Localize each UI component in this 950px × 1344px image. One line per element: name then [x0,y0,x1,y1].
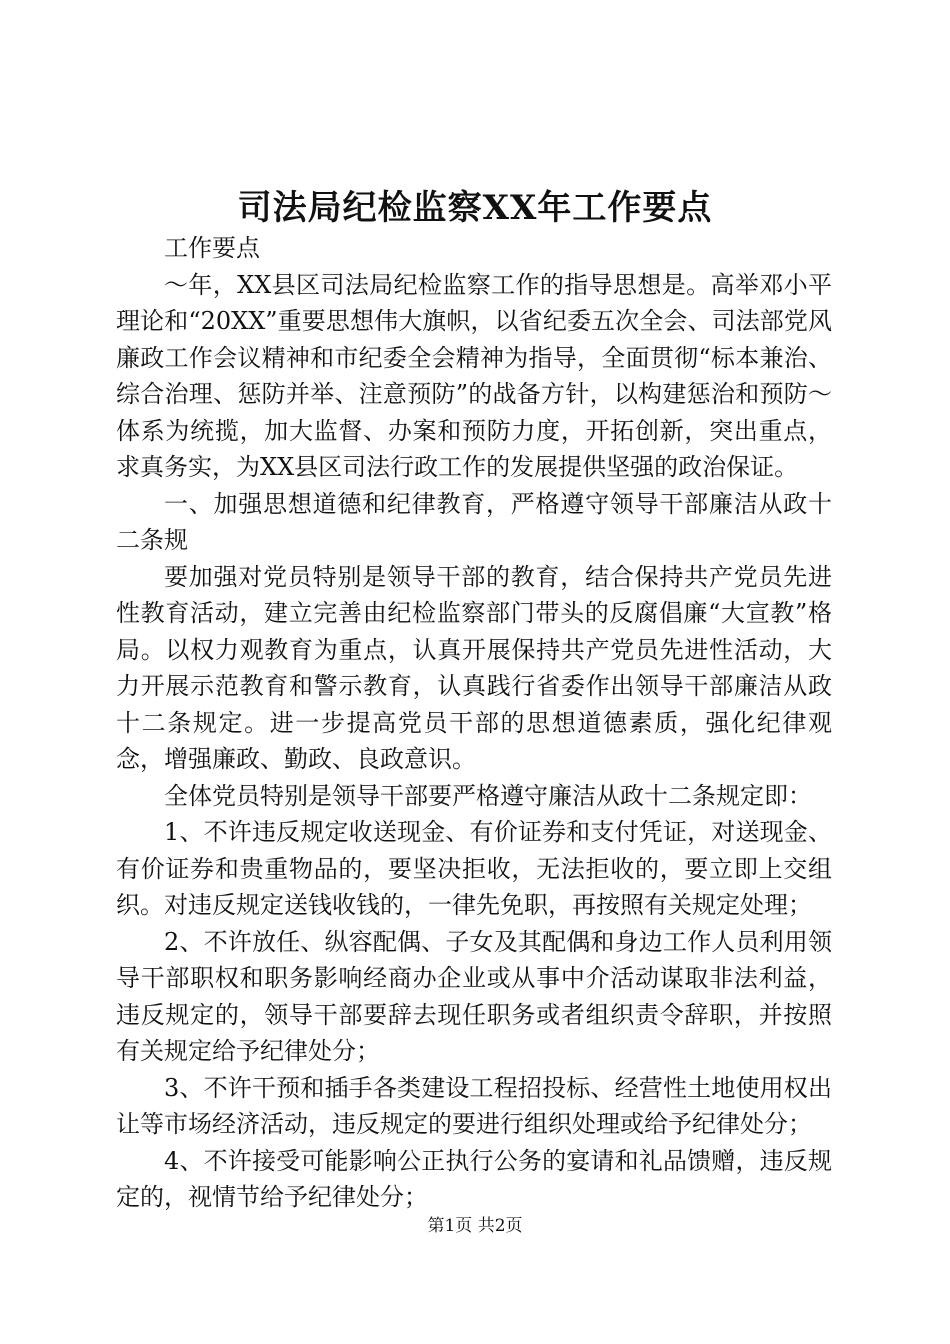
rule-item-2: 2、不许放任、纵容配偶、子女及其配偶和身边工作人员利用领导干部职权和职务影响经商办企业或从事中介活动谋取非法利益，违反规定的，领导干部要辞去现任职务或者组织责令辞职，并按照有关规定给予纪律处分； [116,927,832,1065]
rule-item-3: 3、不许干预和插手各类建设工程招投标、经营性土地使用权出让等市场经济活动，违反规定的要进行组织处理或给予纪律处分； [116,1073,832,1138]
paragraph-education: 要加强对党员特别是领导干部的教育，结合保持共产党员先进性教育活动，建立完善由纪检监察部门带头的反腐倡廉“大宣教”格局。以权力观教育为重点，认真开展保持共产党员先进性活动，大力开展示范教育和警示教育，认真践行省委作出领导干部廉洁从政十二条规定。进一步提高党员干部的思想道德素质，强化纪律观念，增强廉政、勤政、良政意识。 [116,562,832,773]
page-footer: 第1页 共2页 [427,1216,523,1236]
section-heading-1: 一、加强思想道德和纪律教育，严格遵守领导干部廉洁从政十二条规 [116,489,832,554]
document-title: 司法局纪检监察XX年工作要点 [237,188,713,228]
paragraph-subtitle: 工作要点 [164,234,260,262]
paragraph-rules-intro: 全体党员特别是领导干部要严格遵守廉洁从政十二条规定即： [164,781,812,810]
document-body [116,230,832,1216]
rule-item-1: 1、不许违反规定收送现金、有价证券和支付凭证，对送现金、有价证券和贵重物品的，要坚决拒收，无法拒收的，要立即上交组织。对违反规定送钱收钱的，一律先免职，再按照有关规定处理； [116,818,832,919]
rule-item-4: 4、不许接受可能影响公正执行公务的宴请和礼品馈赠，违反规定的，视情节给予纪律处分； [116,1146,832,1211]
paragraph-guiding-thought: ～年，XX县区司法局纪检监察工作的指导思想是。高举邓小平理论和“20XX”重要思想伟大旗帜，以省纪委五次全会、司法部党风廉政工作会议精神和市纪委全会精神为指导，全面贯彻“标本兼治、综合治理、惩防并举、注意预防”的战备方针，以构建惩治和预防～体系为统揽，加大监督、办案和预防力度，开拓创新，突出重点，求真务实，为XX县区司法行政工作的发展提供坚强的政治保证。 [116,270,832,481]
